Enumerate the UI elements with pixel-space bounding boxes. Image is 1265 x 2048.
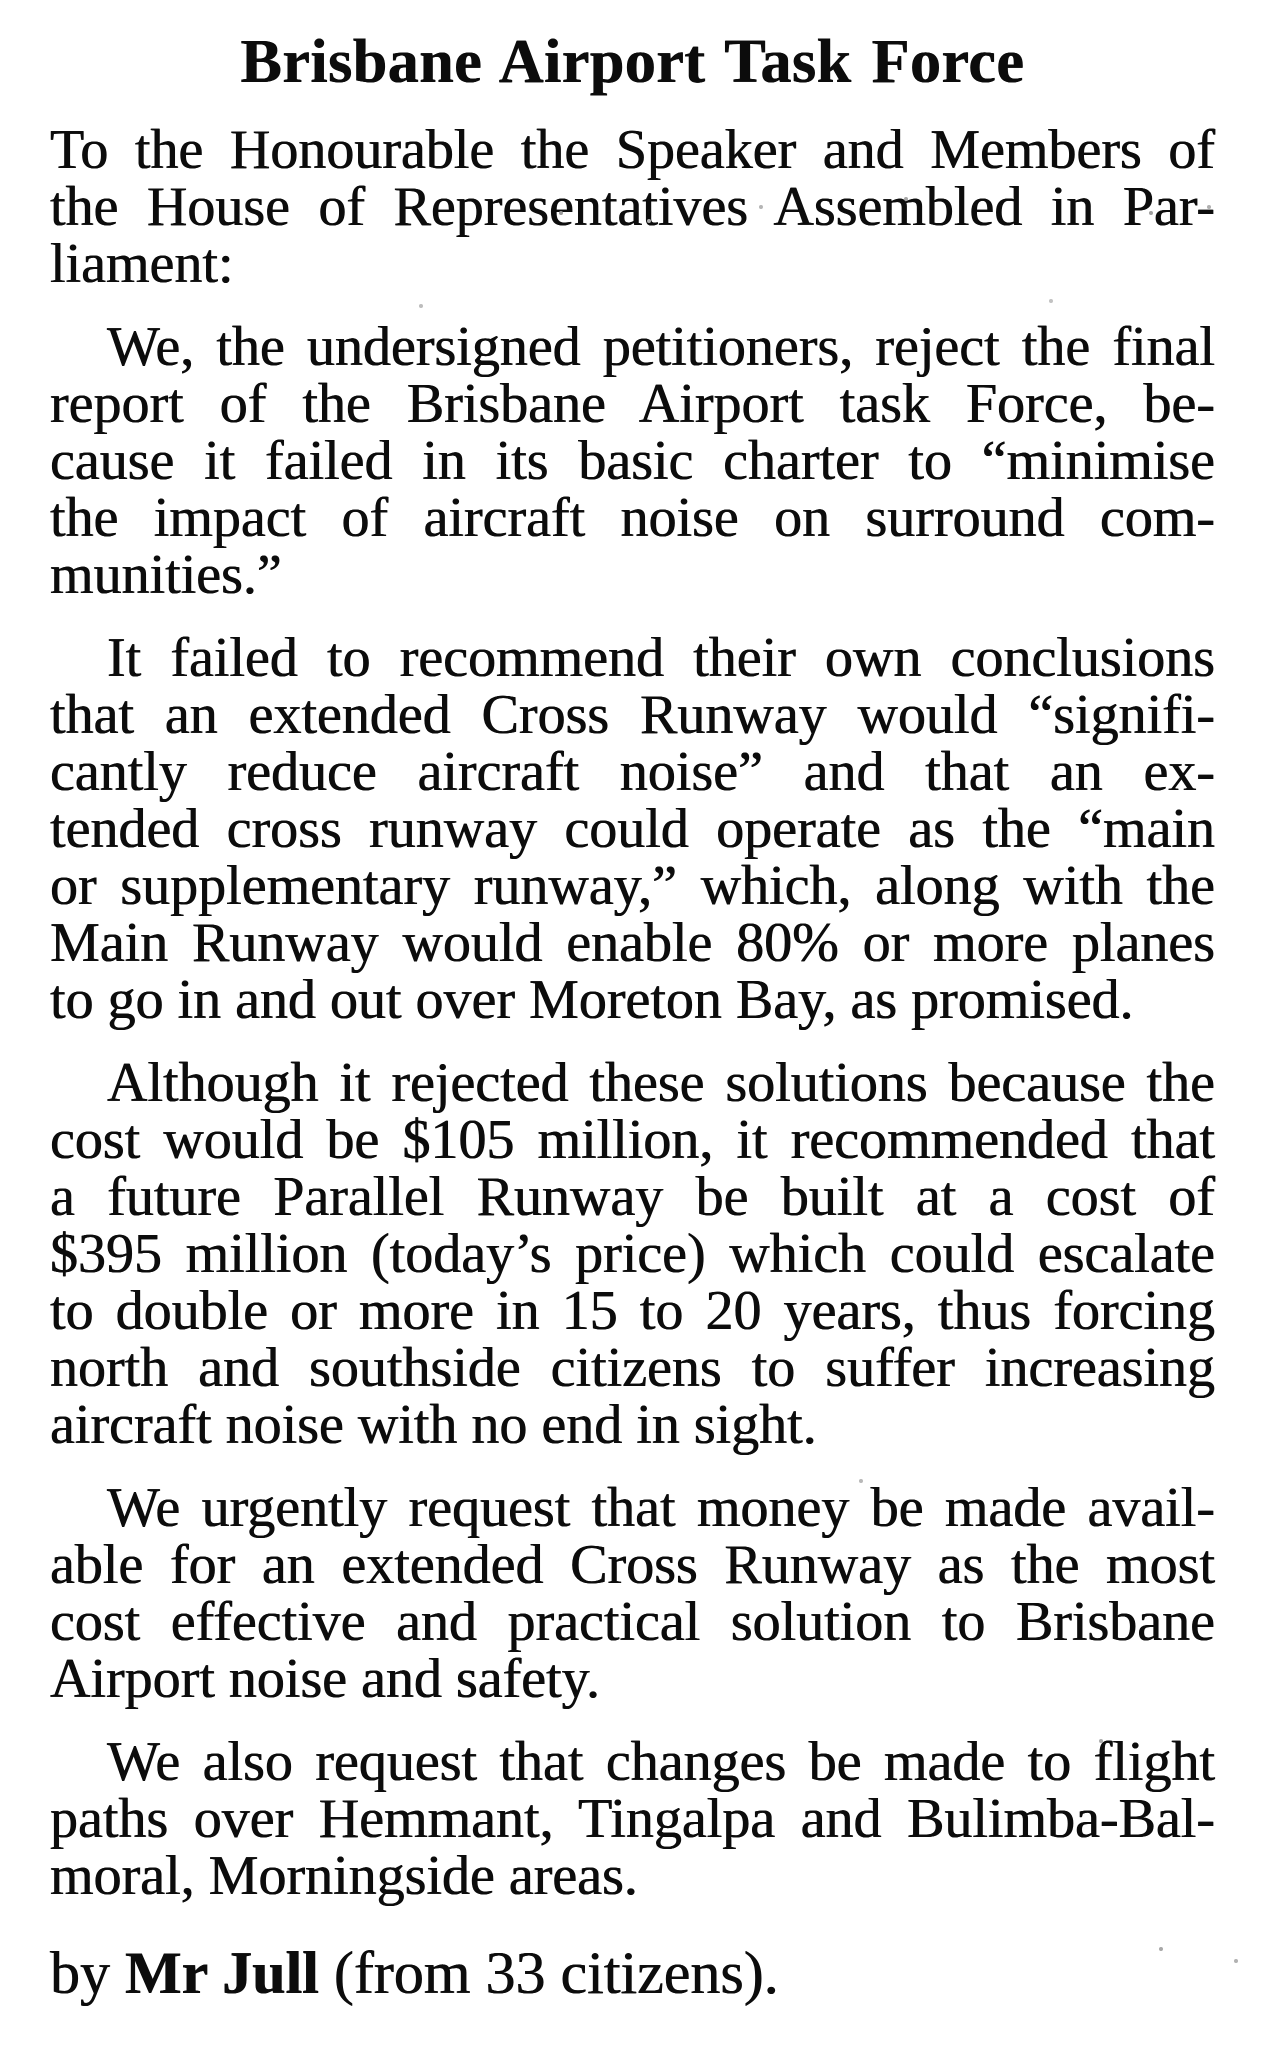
text-line: the impact of aircraft noise on surround com-	[50, 487, 1215, 549]
text-line: to double or more in 15 to 20 years, thus forcing	[50, 1280, 1215, 1342]
text-line: Airport noise and safety.	[50, 1648, 600, 1710]
text-line: It failed to recommend their own conclusions	[107, 627, 1215, 689]
text-line: tended cross runway could operate as the “main	[50, 798, 1215, 860]
text-line: We, the undersigned petitioners, reject the final	[107, 316, 1215, 378]
byline-suffix: (from 33 citizens).	[318, 1940, 779, 2006]
text-line: a future Parallel Runway be built at a cost of	[50, 1166, 1215, 1228]
text-line: $395 million (today’s price) which could escalate	[50, 1223, 1215, 1285]
paragraph	[50, 119, 1215, 295]
page-title: Brisbane Airport Task Force	[240, 28, 1025, 96]
text-line: We also request that changes be made to flight	[107, 1731, 1215, 1793]
text-line: cantly reduce aircraft noise” and that an ex-	[50, 741, 1215, 803]
text-line: that an extended Cross Runway would “signifi-	[50, 684, 1215, 746]
text-line: Although it rejected these solutions because the	[107, 1052, 1215, 1114]
paragraph	[50, 1052, 1215, 1456]
text-line: We urgently request that money be made avail-	[107, 1477, 1215, 1539]
text-line: moral, Morningside areas.	[50, 1845, 638, 1907]
text-line: report of the Brisbane Airport task Force, be-	[50, 373, 1215, 435]
text-line: aircraft noise with no end in sight.	[50, 1394, 817, 1456]
text-line: able for an extended Cross Runway as the most	[50, 1534, 1215, 1596]
text-line: the House of Representatives Assembled in Par-	[50, 176, 1215, 238]
paragraph	[50, 1477, 1215, 1710]
text-line: to go in and out over Moreton Bay, as promised.	[50, 969, 1134, 1031]
text-line: cost effective and practical solution to Brisbane	[50, 1591, 1215, 1653]
text-line: To the Honourable the Speaker and Members of	[50, 119, 1215, 181]
text-line: cause it failed in its basic charter to “minimise	[50, 430, 1215, 492]
text-line: cost would be $105 million, it recommended that	[50, 1109, 1215, 1171]
paragraph	[50, 1731, 1215, 1907]
text-line: munities.”	[50, 544, 282, 606]
scan-noise	[0, 0, 2, 2]
byline-member-name: Mr Jull	[125, 1940, 319, 2006]
text-line: liament:	[50, 233, 234, 295]
petition-body	[50, 119, 1215, 1907]
paragraph	[50, 316, 1215, 606]
text-line: or supplementary runway,” which, along with the	[50, 855, 1215, 917]
text-line: paths over Hemmant, Tingalpa and Bulimba-Bal-	[50, 1788, 1215, 1850]
byline	[50, 1937, 1215, 2009]
text-line: Main Runway would enable 80% or more planes	[50, 912, 1215, 974]
paragraph	[50, 627, 1215, 1031]
text-line: north and southside citizens to suffer increasing	[50, 1337, 1215, 1399]
byline-prefix: by	[50, 1940, 125, 2006]
